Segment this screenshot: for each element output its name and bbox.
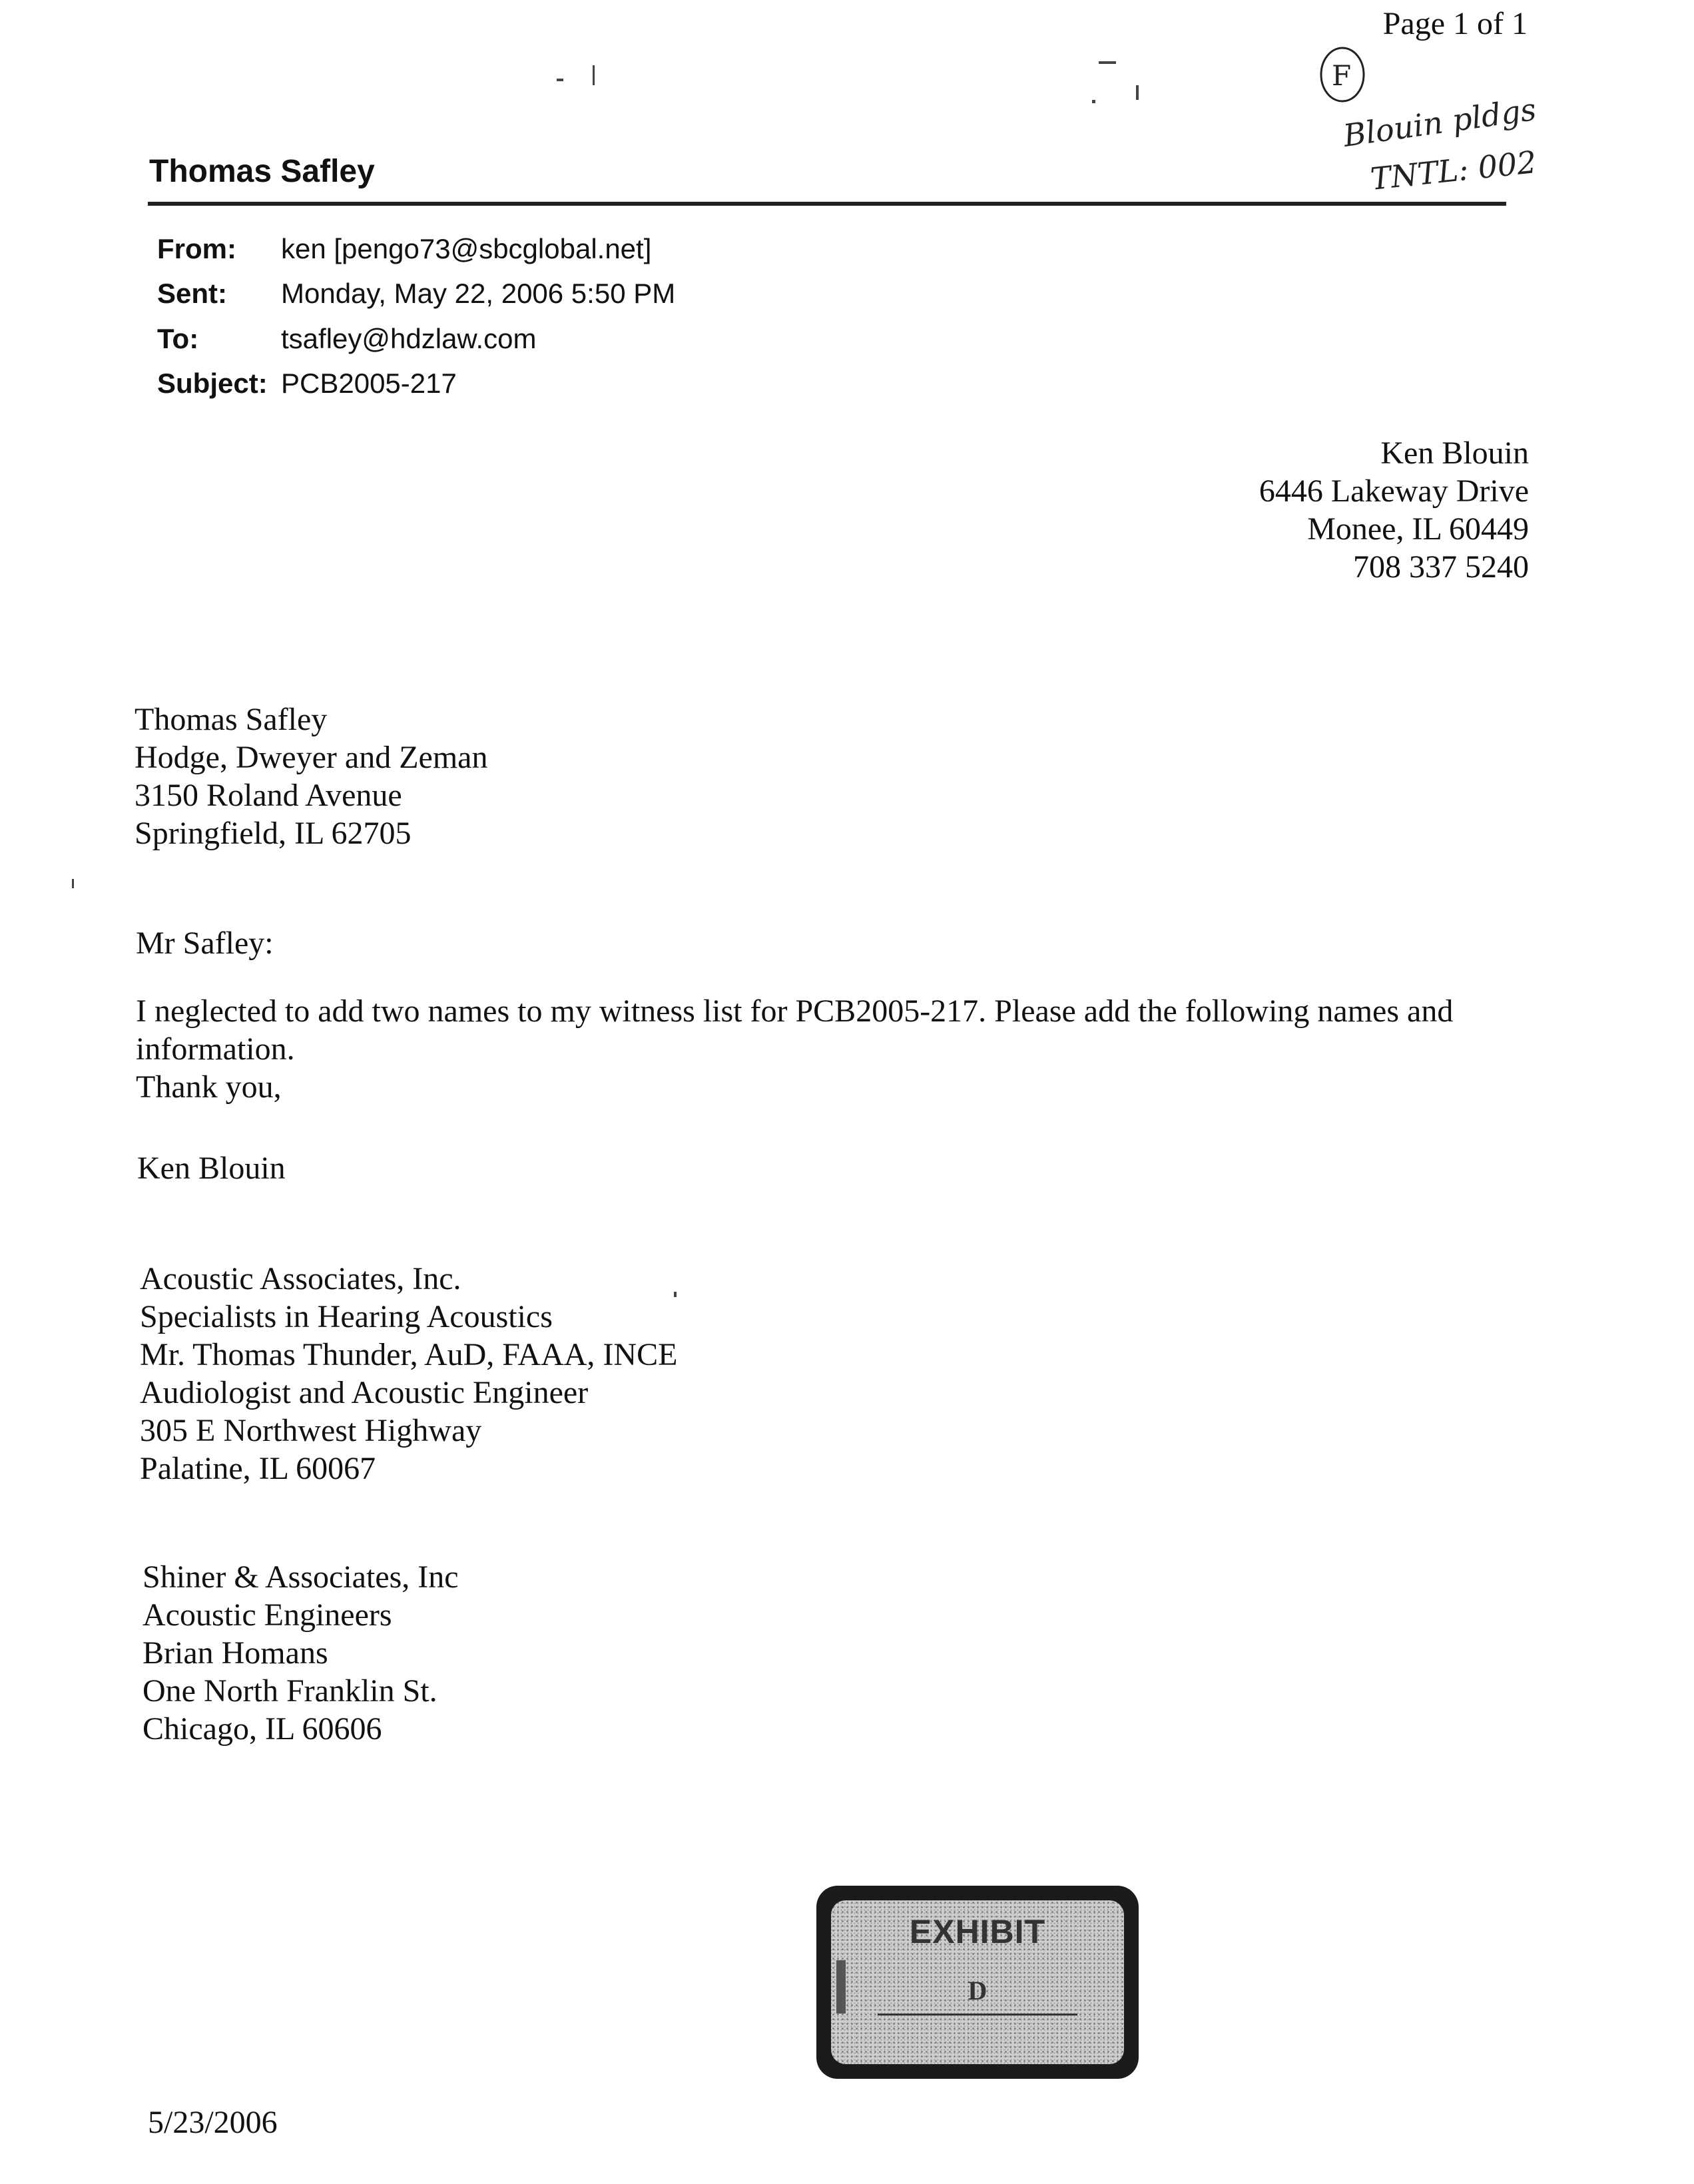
witness-2-line: Shiner & Associates, Inc [142, 1559, 459, 1595]
sender-address-line: 708 337 5240 [1353, 549, 1529, 585]
recipient-address-line: Springfield, IL 62705 [135, 816, 412, 851]
exhibit-underline [878, 2014, 1077, 2016]
scan-speck [1099, 61, 1116, 64]
sent-row [157, 278, 675, 310]
sent-label: Sent: [157, 278, 227, 309]
exhibit-stamp-inner [831, 1900, 1124, 2064]
witness-1-line: Audiologist and Acoustic Engineer [140, 1375, 589, 1410]
scan-speck [1136, 85, 1139, 100]
witness-1-line: Mr. Thomas Thunder, AuD, FAAA, INCE [140, 1337, 678, 1372]
from-row [157, 233, 651, 265]
handwritten-line1: Blouin pldgs [1341, 91, 1539, 154]
witness-1-line: 305 E Northwest Highway [140, 1413, 482, 1448]
sent-value: Monday, May 22, 2006 5:50 PM [281, 278, 676, 309]
witness-2-line: Chicago, IL 60606 [142, 1711, 382, 1747]
witness-1-line: Acoustic Associates, Inc. [140, 1261, 461, 1296]
subject-value: PCB2005-217 [281, 368, 457, 399]
sender-address-line: Ken Blouin [1380, 435, 1529, 471]
recipient-address-line: 3150 Roland Avenue [135, 778, 402, 813]
exhibit-title: EXHIBIT [909, 1913, 1046, 1950]
scan-speck [593, 65, 595, 85]
sender-address-line: 6446 Lakeway Drive [1259, 473, 1529, 509]
subject-label: Subject: [157, 368, 268, 399]
signature: Ken Blouin [137, 1151, 286, 1186]
witness-2-line: One North Franklin St. [142, 1673, 437, 1709]
witness-1-line: Palatine, IL 60067 [140, 1451, 376, 1486]
witness-1-block [140, 1260, 677, 1488]
witness-2-line: Acoustic Engineers [142, 1597, 392, 1633]
body-line: information. [136, 1031, 295, 1067]
closing: Thank you, [136, 1069, 282, 1105]
circled-letter: F [1332, 59, 1352, 92]
exhibit-letter: D [968, 1976, 988, 2006]
footer-date: 5/23/2006 [148, 2105, 278, 2140]
to-label: To: [157, 323, 199, 354]
recipient-address [135, 700, 487, 852]
from-value: ken [pengo73@sbcglobal.net] [281, 233, 652, 264]
witness-2-block [142, 1558, 459, 1748]
to-value: tsafley@hdzlaw.com [281, 323, 537, 354]
recipient-address-line: Thomas Safley [135, 702, 328, 737]
body-line: I neglected to add two names to my witness list for PCB2005-217. Please add the following names and [136, 993, 1454, 1029]
email-sender-heading: Thomas Safley [149, 154, 375, 189]
to-row [157, 323, 536, 355]
salutation: Mr Safley: [136, 926, 274, 961]
header-divider [148, 202, 1506, 206]
from-label: From: [157, 233, 236, 264]
exhibit-stamp [816, 1886, 1139, 2079]
handwritten-line2: TNTL: 002 [1368, 144, 1538, 197]
page-number: Page 1 of 1 [1382, 6, 1528, 41]
sender-address-line: Monee, IL 60449 [1307, 511, 1529, 547]
sender-address [1259, 434, 1529, 586]
recipient-address-line: Hodge, Dweyer and Zeman [135, 740, 488, 775]
scan-speck [674, 1292, 677, 1297]
handwritten-annotation [1298, 40, 1578, 200]
witness-2-line: Brian Homans [142, 1635, 328, 1671]
letter-body [136, 992, 1561, 1106]
scan-speck [72, 879, 74, 888]
scan-speck [1092, 100, 1095, 103]
scan-speck [557, 79, 563, 81]
witness-1-line: Specialists in Hearing Acoustics [140, 1299, 553, 1334]
subject-row [157, 368, 457, 400]
